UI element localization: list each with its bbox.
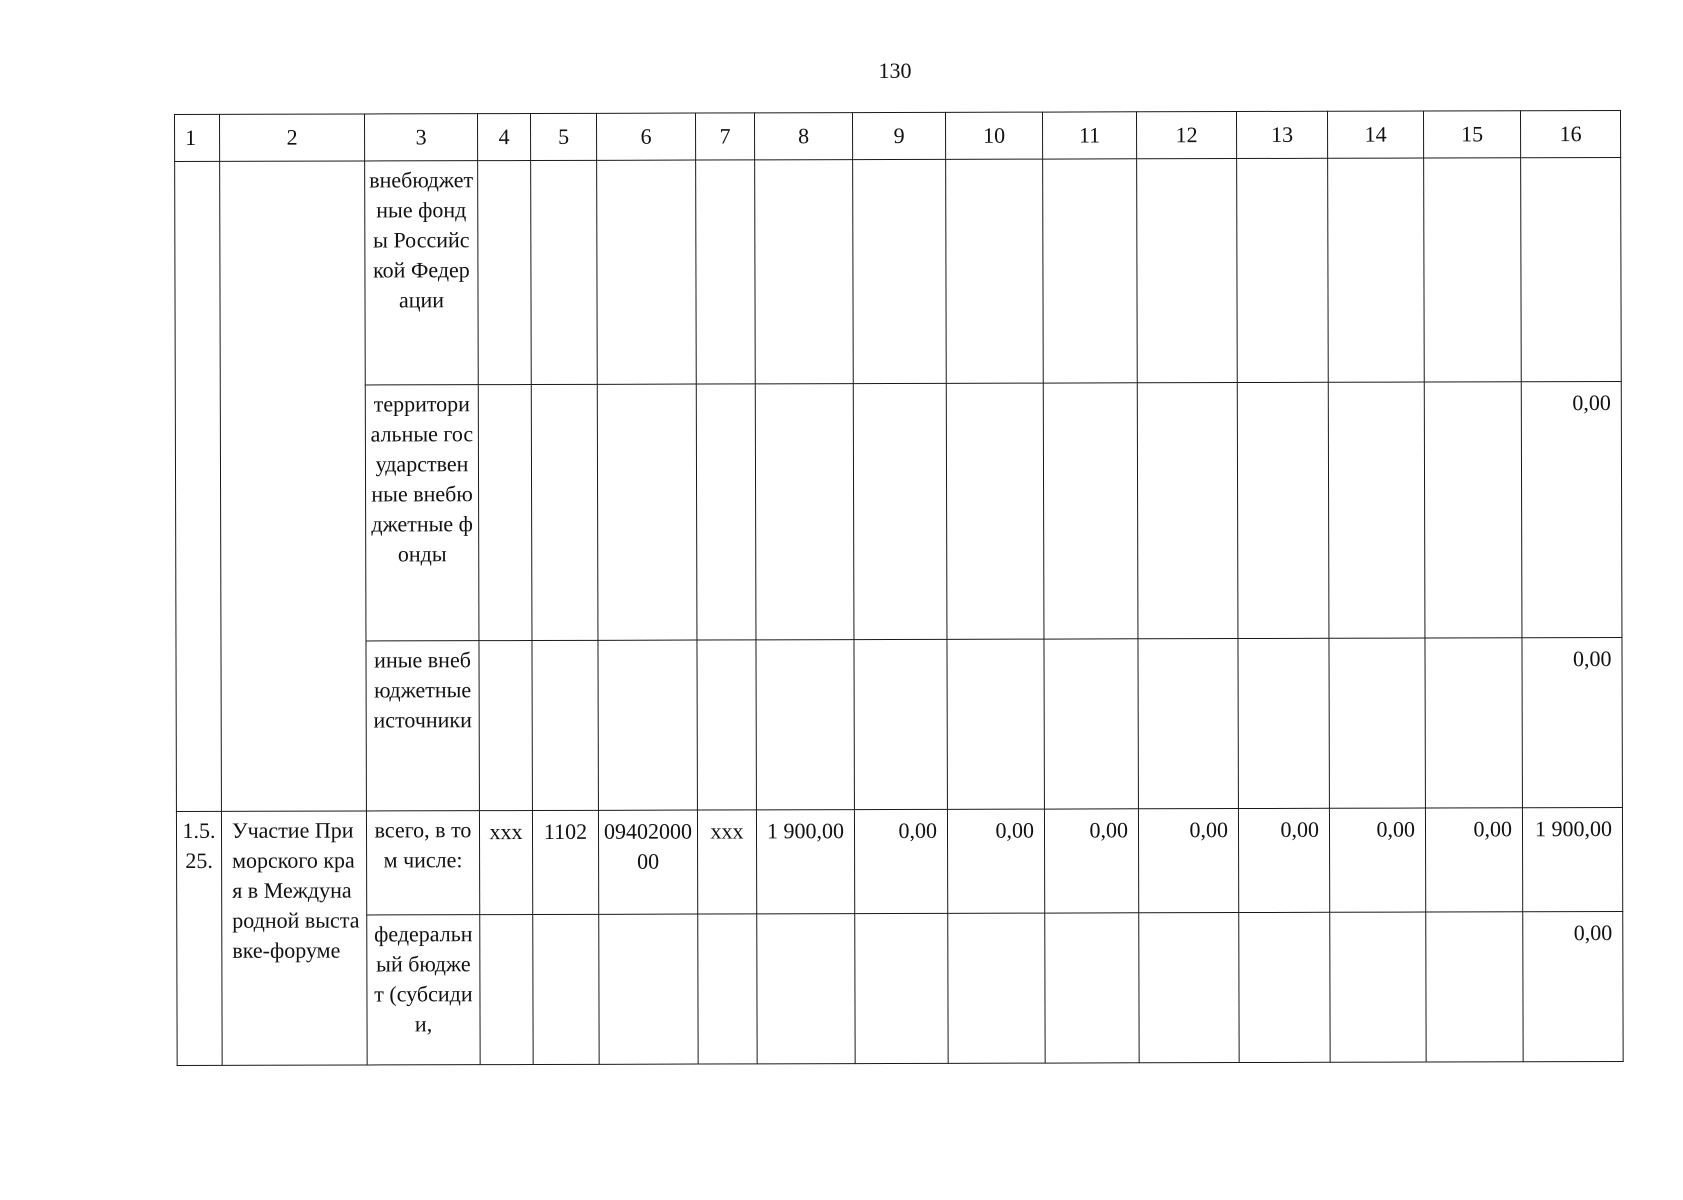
col16-cell: 1 900,00 <box>1522 807 1622 911</box>
col14-cell: 0,00 <box>1329 808 1425 912</box>
item-number-cell-continued <box>175 161 222 811</box>
col13-cell: 0,00 <box>1238 808 1329 912</box>
item-name: Участие Приморского края в Международной выставке-форуме <box>221 811 367 1065</box>
funding-source-cell: территориальные государственные внебюджетные фонды <box>365 385 479 641</box>
table-row <box>175 157 1622 385</box>
col6-cell: 0940200000 <box>598 810 697 914</box>
table-row <box>176 807 1622 915</box>
col16-cell: 0,00 <box>1522 637 1622 807</box>
header-cell: 12 <box>1136 112 1236 159</box>
funding-source-cell: внебюджетные фонды Российской Федерации <box>365 161 479 385</box>
header-cell: 15 <box>1423 111 1520 158</box>
header-cell: 11 <box>1042 112 1136 159</box>
col12-cell: 0,00 <box>1138 809 1238 913</box>
header-cell: 7 <box>695 113 754 160</box>
header-cell: 9 <box>852 112 945 159</box>
page-number: 130 <box>878 58 912 83</box>
col15-cell: 0,00 <box>1425 808 1522 912</box>
header-cell: 8 <box>754 113 852 160</box>
funding-source-cell: федеральный бюджет (субсидии, <box>367 915 480 1065</box>
col4-cell: ххх <box>479 811 532 915</box>
col8-cell: 1 900,00 <box>756 810 854 914</box>
col9-cell: 0,00 <box>854 809 947 913</box>
header-row <box>175 110 1621 161</box>
col16-cell: 0,00 <box>1521 381 1622 637</box>
header-cell: 4 <box>478 114 531 161</box>
header-cell: 1 <box>175 114 220 161</box>
header-cell: 14 <box>1327 111 1423 158</box>
table-row <box>176 637 1622 811</box>
header-cell: 5 <box>531 113 597 160</box>
header-cell: 10 <box>945 112 1042 159</box>
item-name-cell-continued <box>220 161 367 811</box>
header-cell: 16 <box>1520 110 1620 157</box>
header-cell: 3 <box>365 114 478 161</box>
col5-cell: 1102 <box>532 810 598 914</box>
header-cell: 6 <box>596 113 695 160</box>
funding-source-cell: всего, в том числе: <box>366 811 479 915</box>
col11-cell: 0,00 <box>1044 809 1138 913</box>
header-cell: 13 <box>1236 111 1327 158</box>
col16-cell: 0,00 <box>1523 911 1623 1061</box>
col10-cell: 0,00 <box>947 809 1044 913</box>
col7-cell: ххх <box>697 810 756 914</box>
table-row <box>177 911 1623 1065</box>
funding-source-cell: иные внебюджетные источники <box>366 641 479 811</box>
budget-table <box>174 110 1624 1066</box>
table-row <box>175 381 1622 641</box>
header-cell: 2 <box>220 114 365 161</box>
item-number: 1.5.25. <box>176 811 222 1065</box>
col16-cell <box>1521 157 1622 381</box>
